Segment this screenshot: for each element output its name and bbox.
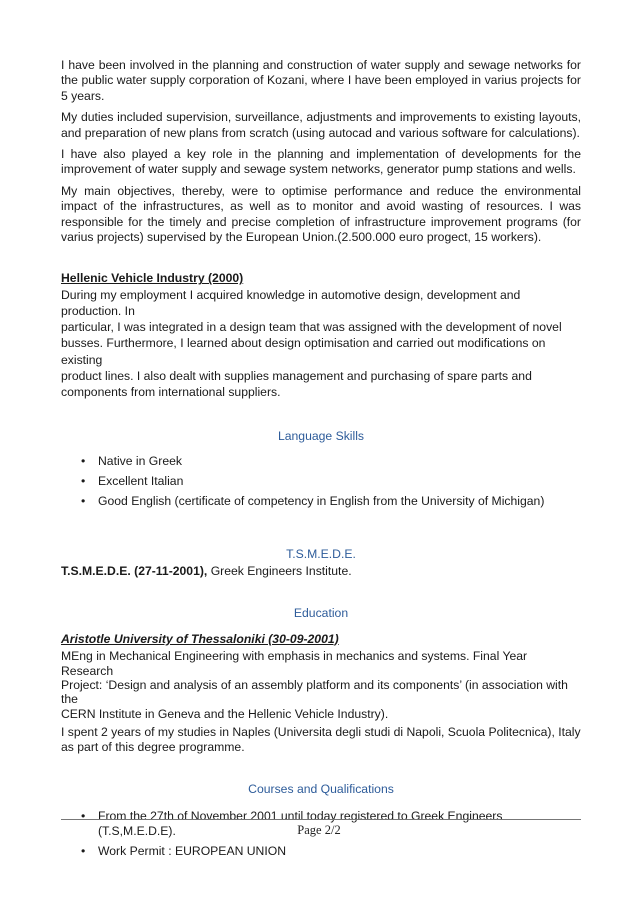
courses-title: Courses and Qualifications <box>248 782 394 797</box>
education-line: MEng in Mechanical Engineering with emphasis in mechanics and systems. Final Year Research <box>61 649 528 678</box>
hvi-line: busses. Furthermore, I learned about design optimisation and carried out modifications on existing <box>61 336 546 367</box>
footer-divider <box>61 819 581 820</box>
education-title: Education <box>293 605 349 620</box>
list-item: • From the 27th of November 2001 until today registered to Greek Engineers (T.S,M.E.D.E). <box>81 809 503 839</box>
list-item: • Excellent Italian <box>81 474 184 489</box>
list-item: • Work Permit : EUROPEAN UNION <box>81 844 287 859</box>
language-skills-title: Language Skills <box>277 429 365 444</box>
bullet-icon: • <box>81 454 86 469</box>
tsmede-bold: T.S.M.E.D.E. (27-11-2001), <box>61 564 208 579</box>
tsmede-line <box>61 564 581 579</box>
bullet-icon: • <box>81 494 86 509</box>
education-description <box>61 649 581 721</box>
hvi-heading: Hellenic Vehicle Industry (2000) <box>61 271 244 286</box>
list-item: • Native in Greek <box>81 454 182 469</box>
tsmede-title: T.S.M.E.D.E. <box>286 547 356 562</box>
language-list <box>61 454 581 509</box>
education-line: Project: ‘Design and analysis of an assembly platform and its components’ (in association with the <box>61 677 568 707</box>
hvi-line: components from international suppliers. <box>61 385 281 400</box>
hvi-line: During my employment I acquired knowledge in automotive design, development and production. In <box>61 287 521 319</box>
intro-paragraph-2: My duties included supervision, surveillance, adjustments and improvements to existing layouts, and preparation of new plans from scratch (using autocad and various software for calculations). <box>61 110 581 140</box>
bullet-icon: • <box>81 844 86 859</box>
intro-paragraph-3: I have also played a key role in the planning and implementation of developments for the improvement of water supply and sewage system networks, generator pump stations and wells. <box>61 147 581 177</box>
hvi-line: product lines. I also dealt with supplies management and purchasing of spare parts and <box>61 368 532 383</box>
education-line: CERN Institute in Geneva and the Hellenic Vehicle Industry). <box>61 706 389 721</box>
hvi-line: particular, I was integrated in a design team that was assigned with the development of novel <box>61 320 562 335</box>
bullet-icon: • <box>81 474 86 489</box>
document-body <box>61 58 581 859</box>
education-paragraph-2: I spent 2 years of my studies in Naples (Universita degli studi di Napoli, Scuola Politecnica), Italy as part of this degree programme. <box>61 725 581 755</box>
intro-paragraph-1: I have been involved in the planning and construction of water supply and sewage networks for the public water supply corporation of Kozani, where I have been employed in varius projects for 5 years. <box>61 58 581 103</box>
hvi-description <box>61 287 581 400</box>
tsmede-text: Greek Engineers Institute. <box>207 564 352 579</box>
page-number: Page 2/2 <box>297 823 341 837</box>
education-heading: Aristotle University of Thessaloniki (30-09-2001) <box>61 631 339 646</box>
intro-paragraph-4: My main objectives, thereby, were to optimise performance and reduce the environmental impact of the infrastructures, as well as to monitor and avoid wasting of resources. I was responsible for the timely and precise completion of infrastructure improvement programs (for varius projects) supervised by the European Union.(2.500.000 euro progect, 15 workers). <box>61 183 581 245</box>
bullet-icon: • <box>81 809 86 824</box>
list-item: • Good English (certificate of competency in English from the University of Michigan) <box>81 494 545 509</box>
